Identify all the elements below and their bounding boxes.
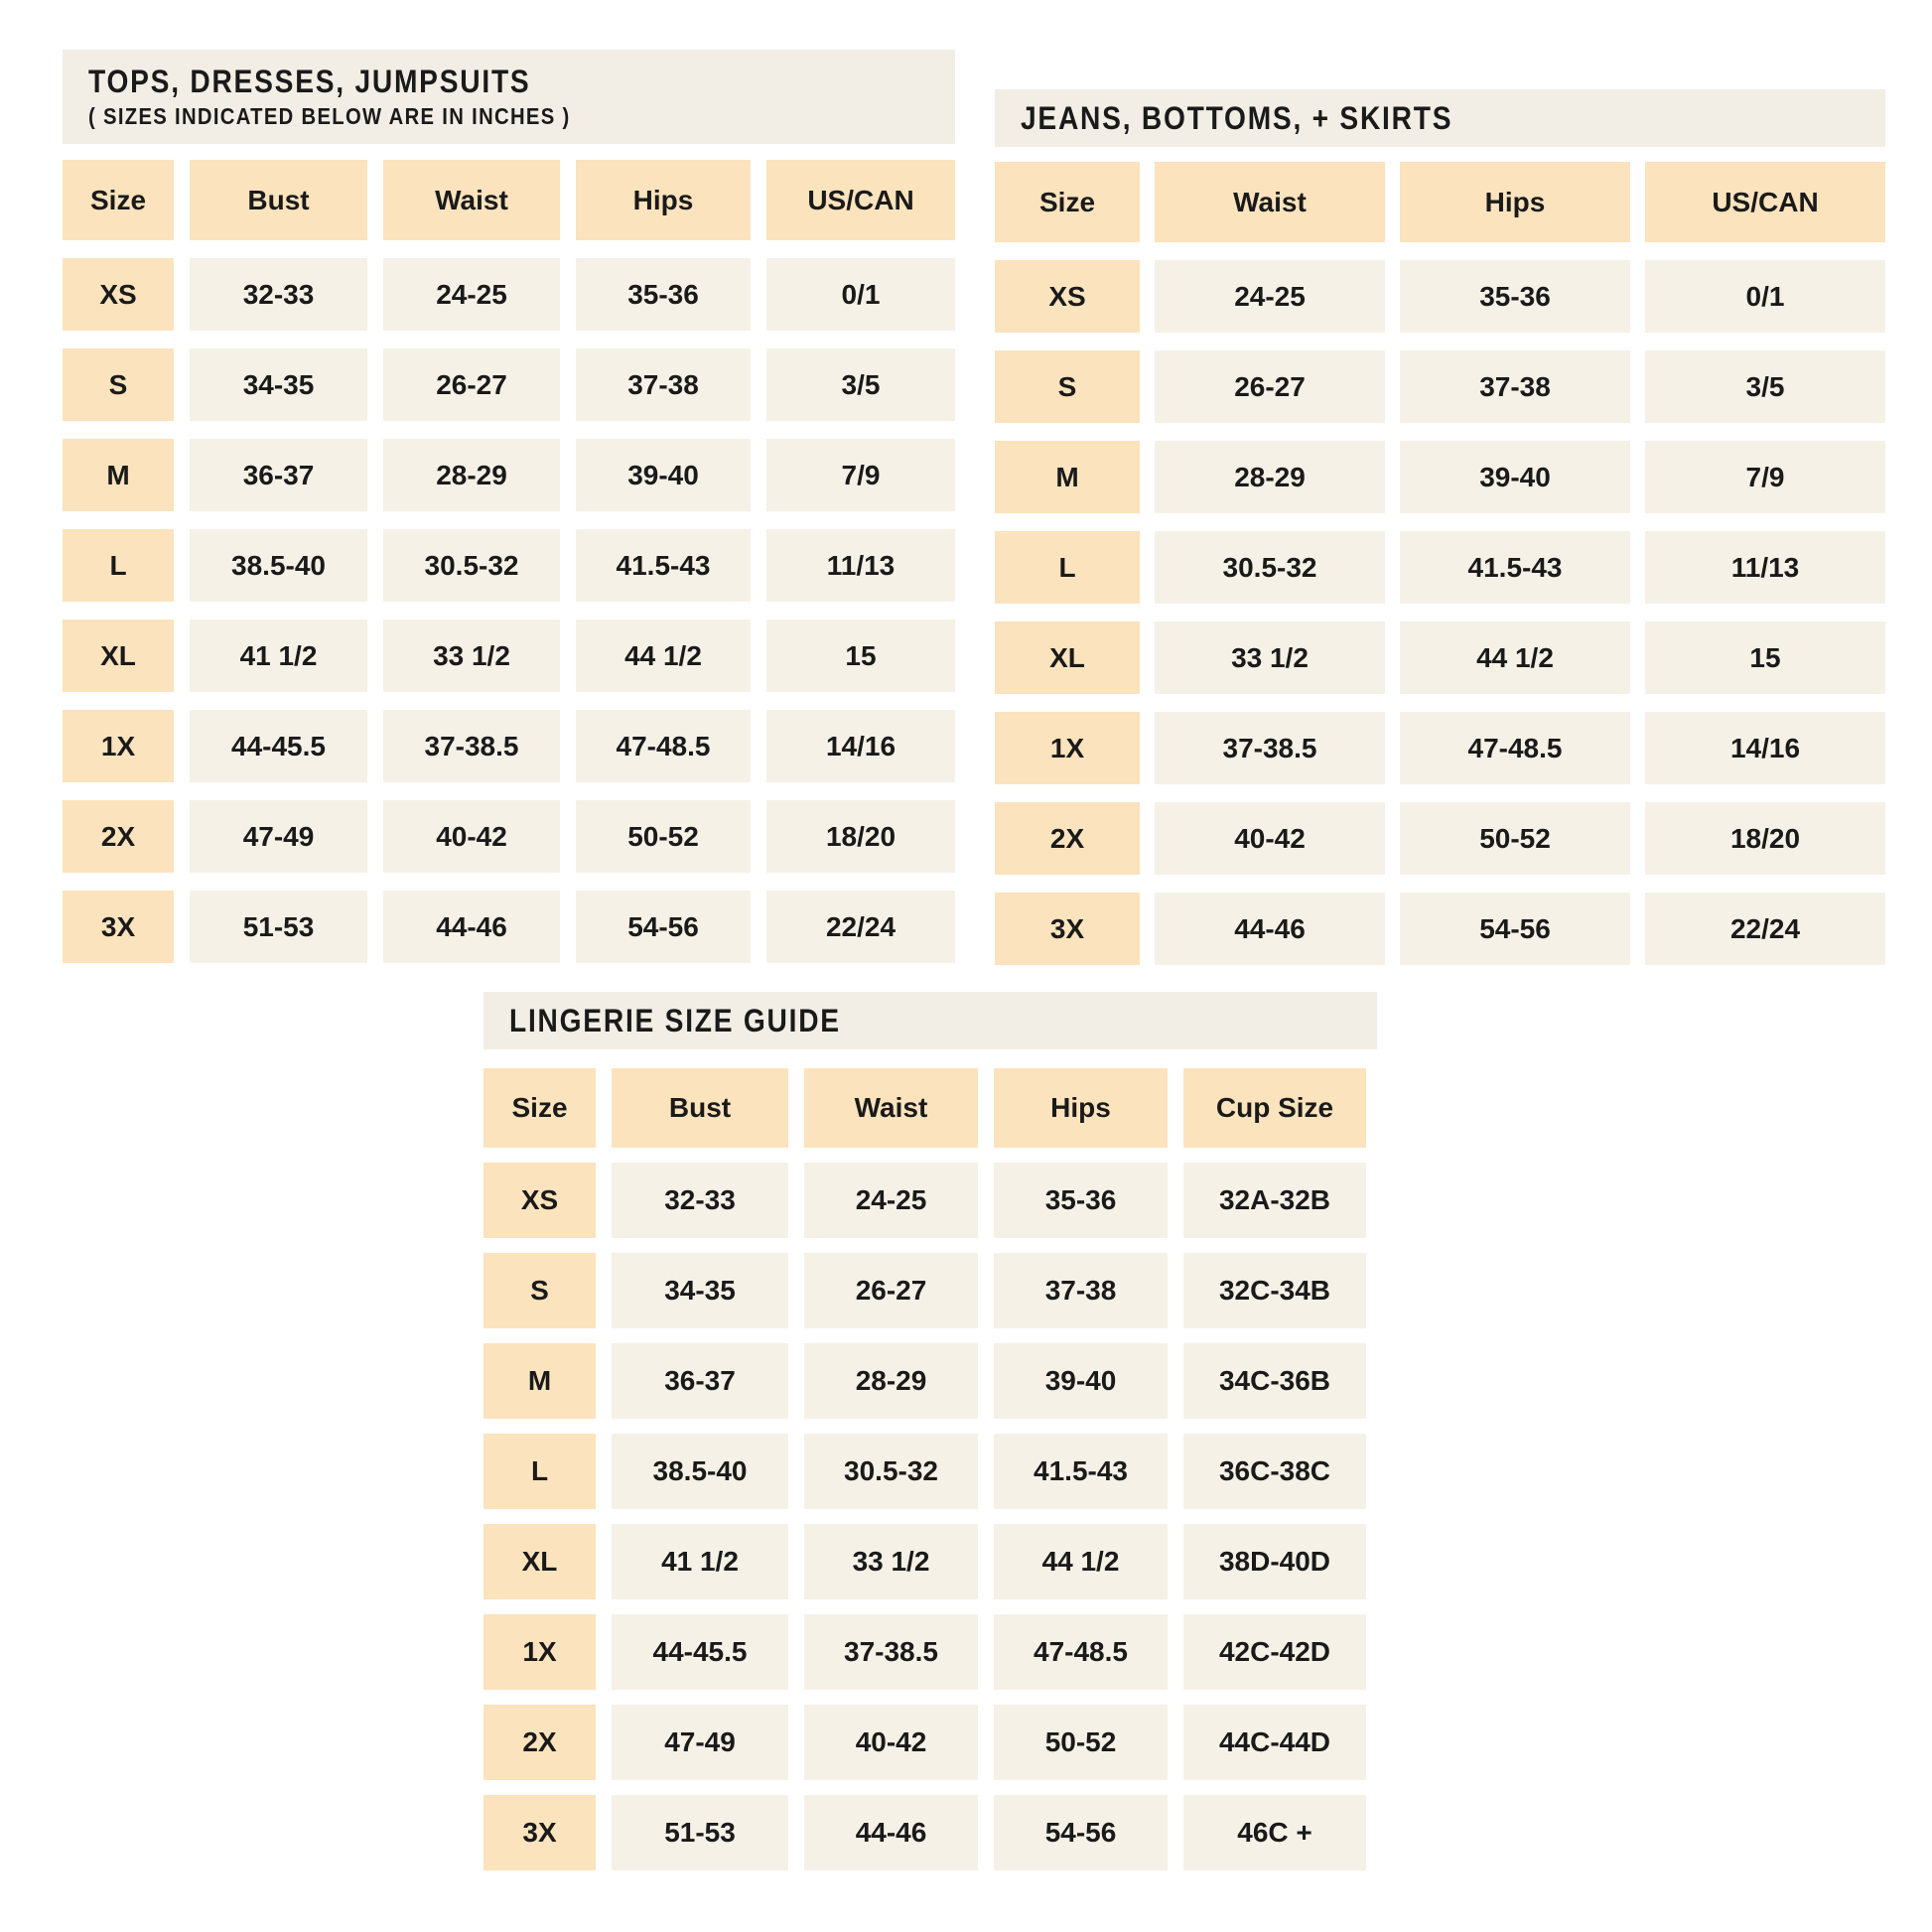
tops-size-label-m: M	[63, 439, 174, 511]
jeans-cell-2x-us-can: 18/20	[1645, 802, 1885, 875]
tops-cell-xl-bust: 41 1/2	[190, 620, 367, 692]
tops-cell-1x-us-can: 14/16	[766, 710, 955, 782]
lingerie-cell-1x-waist: 37-38.5	[804, 1614, 978, 1690]
tops-column-header-waist: Waist	[383, 160, 560, 240]
tops-cell-s-us-can: 3/5	[766, 348, 955, 421]
tops-title: TOPS, DRESSES, JUMPSUITS	[88, 64, 531, 99]
tops-cell-2x-bust: 47-49	[190, 800, 367, 873]
lingerie-size-label-m: M	[483, 1343, 596, 1419]
lingerie-cell-l-waist: 30.5-32	[804, 1434, 978, 1509]
jeans-cell-1x-hips: 47-48.5	[1400, 712, 1630, 784]
tops-subtitle: ( SIZES INDICATED BELOW ARE IN INCHES )	[88, 103, 571, 129]
lingerie-cell-xs-hips: 35-36	[994, 1163, 1168, 1238]
lingerie-cell-xl-bust: 41 1/2	[612, 1524, 788, 1599]
jeans-size-label-s: S	[995, 350, 1140, 423]
jeans-cell-m-waist: 28-29	[1155, 441, 1385, 513]
lingerie-size-label-xl: XL	[483, 1524, 596, 1599]
lingerie-cell-3x-waist: 44-46	[804, 1795, 978, 1870]
tops-cell-2x-hips: 50-52	[576, 800, 751, 873]
lingerie-cell-xl-waist: 33 1/2	[804, 1524, 978, 1599]
jeans-title: JEANS, BOTTOMS, + SKIRTS	[1021, 99, 1453, 136]
jeans-cell-xl-waist: 33 1/2	[1155, 621, 1385, 694]
lingerie-size-label-s: S	[483, 1253, 596, 1328]
tops-size-label-xs: XS	[63, 258, 174, 331]
jeans-cell-m-hips: 39-40	[1400, 441, 1630, 513]
lingerie-cell-2x-waist: 40-42	[804, 1705, 978, 1780]
jeans-size-table	[995, 162, 1885, 965]
lingerie-cell-m-waist: 28-29	[804, 1343, 978, 1419]
jeans-title-bar	[995, 89, 1885, 147]
lingerie-cell-xl-hips: 44 1/2	[994, 1524, 1168, 1599]
lingerie-column-header-bust: Bust	[612, 1068, 788, 1148]
lingerie-cell-3x-bust: 51-53	[612, 1795, 788, 1870]
jeans-column-header-size: Size	[995, 162, 1140, 242]
tops-cell-m-waist: 28-29	[383, 439, 560, 511]
jeans-cell-2x-hips: 50-52	[1400, 802, 1630, 875]
tops-cell-2x-us-can: 18/20	[766, 800, 955, 873]
lingerie-cell-1x-cup-size: 42C-42D	[1183, 1614, 1366, 1690]
jeans-size-label-xl: XL	[995, 621, 1140, 694]
tops-cell-xl-us-can: 15	[766, 620, 955, 692]
lingerie-cell-3x-cup-size: 46C +	[1183, 1795, 1366, 1870]
jeans-column-header-hips: Hips	[1400, 162, 1630, 242]
tops-cell-l-hips: 41.5-43	[576, 529, 751, 602]
tops-cell-l-us-can: 11/13	[766, 529, 955, 602]
lingerie-column-header-hips: Hips	[994, 1068, 1168, 1148]
tops-cell-2x-waist: 40-42	[383, 800, 560, 873]
lingerie-cell-xl-cup-size: 38D-40D	[1183, 1524, 1366, 1599]
lingerie-cell-xs-bust: 32-33	[612, 1163, 788, 1238]
jeans-cell-l-hips: 41.5-43	[1400, 531, 1630, 604]
lingerie-cell-l-cup-size: 36C-38C	[1183, 1434, 1366, 1509]
jeans-cell-xl-us-can: 15	[1645, 621, 1885, 694]
lingerie-cell-1x-hips: 47-48.5	[994, 1614, 1168, 1690]
lingerie-title-bar	[483, 992, 1377, 1049]
lingerie-cell-l-bust: 38.5-40	[612, 1434, 788, 1509]
tops-cell-1x-waist: 37-38.5	[383, 710, 560, 782]
jeans-cell-xs-us-can: 0/1	[1645, 260, 1885, 333]
jeans-cell-3x-waist: 44-46	[1155, 893, 1385, 965]
tops-column-header-hips: Hips	[576, 160, 751, 240]
lingerie-cell-xs-waist: 24-25	[804, 1163, 978, 1238]
jeans-cell-s-waist: 26-27	[1155, 350, 1385, 423]
tops-size-label-2x: 2X	[63, 800, 174, 873]
lingerie-size-label-2x: 2X	[483, 1705, 596, 1780]
lingerie-cell-s-waist: 26-27	[804, 1253, 978, 1328]
lingerie-size-label-1x: 1X	[483, 1614, 596, 1690]
tops-title-bar	[63, 50, 955, 144]
tops-cell-s-hips: 37-38	[576, 348, 751, 421]
jeans-cell-3x-hips: 54-56	[1400, 893, 1630, 965]
tops-column-header-us-can: US/CAN	[766, 160, 955, 240]
lingerie-title: LINGERIE SIZE GUIDE	[509, 1002, 841, 1038]
lingerie-size-guide-section	[483, 992, 1377, 1870]
jeans-bottoms-skirts-section	[995, 89, 1885, 965]
jeans-column-header-waist: Waist	[1155, 162, 1385, 242]
lingerie-size-table	[483, 1068, 1377, 1870]
jeans-column-header-us-can: US/CAN	[1645, 162, 1885, 242]
lingerie-cell-s-bust: 34-35	[612, 1253, 788, 1328]
tops-cell-3x-us-can: 22/24	[766, 891, 955, 963]
lingerie-size-label-3x: 3X	[483, 1795, 596, 1870]
lingerie-column-header-waist: Waist	[804, 1068, 978, 1148]
tops-cell-xs-hips: 35-36	[576, 258, 751, 331]
lingerie-cell-3x-hips: 54-56	[994, 1795, 1168, 1870]
lingerie-cell-2x-bust: 47-49	[612, 1705, 788, 1780]
lingerie-cell-2x-hips: 50-52	[994, 1705, 1168, 1780]
tops-cell-l-bust: 38.5-40	[190, 529, 367, 602]
tops-cell-s-waist: 26-27	[383, 348, 560, 421]
jeans-size-label-l: L	[995, 531, 1140, 604]
tops-size-label-3x: 3X	[63, 891, 174, 963]
tops-cell-3x-waist: 44-46	[383, 891, 560, 963]
tops-column-header-size: Size	[63, 160, 174, 240]
jeans-cell-1x-us-can: 14/16	[1645, 712, 1885, 784]
lingerie-cell-l-hips: 41.5-43	[994, 1434, 1168, 1509]
lingerie-column-header-cup-size: Cup Size	[1183, 1068, 1366, 1148]
tops-cell-1x-bust: 44-45.5	[190, 710, 367, 782]
tops-cell-xs-bust: 32-33	[190, 258, 367, 331]
tops-cell-l-waist: 30.5-32	[383, 529, 560, 602]
lingerie-size-label-l: L	[483, 1434, 596, 1509]
jeans-cell-s-us-can: 3/5	[1645, 350, 1885, 423]
tops-cell-3x-hips: 54-56	[576, 891, 751, 963]
lingerie-cell-m-bust: 36-37	[612, 1343, 788, 1419]
jeans-cell-m-us-can: 7/9	[1645, 441, 1885, 513]
lingerie-cell-xs-cup-size: 32A-32B	[1183, 1163, 1366, 1238]
jeans-size-label-xs: XS	[995, 260, 1140, 333]
tops-size-label-xl: XL	[63, 620, 174, 692]
tops-cell-1x-hips: 47-48.5	[576, 710, 751, 782]
lingerie-cell-m-cup-size: 34C-36B	[1183, 1343, 1366, 1419]
lingerie-cell-s-cup-size: 32C-34B	[1183, 1253, 1366, 1328]
tops-column-header-bust: Bust	[190, 160, 367, 240]
jeans-cell-1x-waist: 37-38.5	[1155, 712, 1385, 784]
tops-cell-m-hips: 39-40	[576, 439, 751, 511]
tops-size-label-l: L	[63, 529, 174, 602]
tops-cell-m-bust: 36-37	[190, 439, 367, 511]
tops-cell-m-us-can: 7/9	[766, 439, 955, 511]
jeans-size-label-1x: 1X	[995, 712, 1140, 784]
lingerie-cell-1x-bust: 44-45.5	[612, 1614, 788, 1690]
jeans-cell-xl-hips: 44 1/2	[1400, 621, 1630, 694]
tops-cell-xl-hips: 44 1/2	[576, 620, 751, 692]
jeans-cell-s-hips: 37-38	[1400, 350, 1630, 423]
lingerie-cell-s-hips: 37-38	[994, 1253, 1168, 1328]
tops-cell-xs-us-can: 0/1	[766, 258, 955, 331]
jeans-cell-xs-hips: 35-36	[1400, 260, 1630, 333]
lingerie-size-label-xs: XS	[483, 1163, 596, 1238]
jeans-cell-3x-us-can: 22/24	[1645, 893, 1885, 965]
tops-dresses-jumpsuits-section	[63, 50, 955, 963]
tops-cell-3x-bust: 51-53	[190, 891, 367, 963]
jeans-size-label-3x: 3X	[995, 893, 1140, 965]
lingerie-column-header-size: Size	[483, 1068, 596, 1148]
tops-cell-xs-waist: 24-25	[383, 258, 560, 331]
tops-cell-xl-waist: 33 1/2	[383, 620, 560, 692]
jeans-size-label-m: M	[995, 441, 1140, 513]
lingerie-cell-m-hips: 39-40	[994, 1343, 1168, 1419]
jeans-cell-l-waist: 30.5-32	[1155, 531, 1385, 604]
tops-size-label-s: S	[63, 348, 174, 421]
jeans-size-label-2x: 2X	[995, 802, 1140, 875]
tops-size-label-1x: 1X	[63, 710, 174, 782]
jeans-cell-l-us-can: 11/13	[1645, 531, 1885, 604]
tops-cell-s-bust: 34-35	[190, 348, 367, 421]
jeans-cell-2x-waist: 40-42	[1155, 802, 1385, 875]
tops-size-table	[63, 160, 955, 963]
jeans-cell-xs-waist: 24-25	[1155, 260, 1385, 333]
lingerie-cell-2x-cup-size: 44C-44D	[1183, 1705, 1366, 1780]
